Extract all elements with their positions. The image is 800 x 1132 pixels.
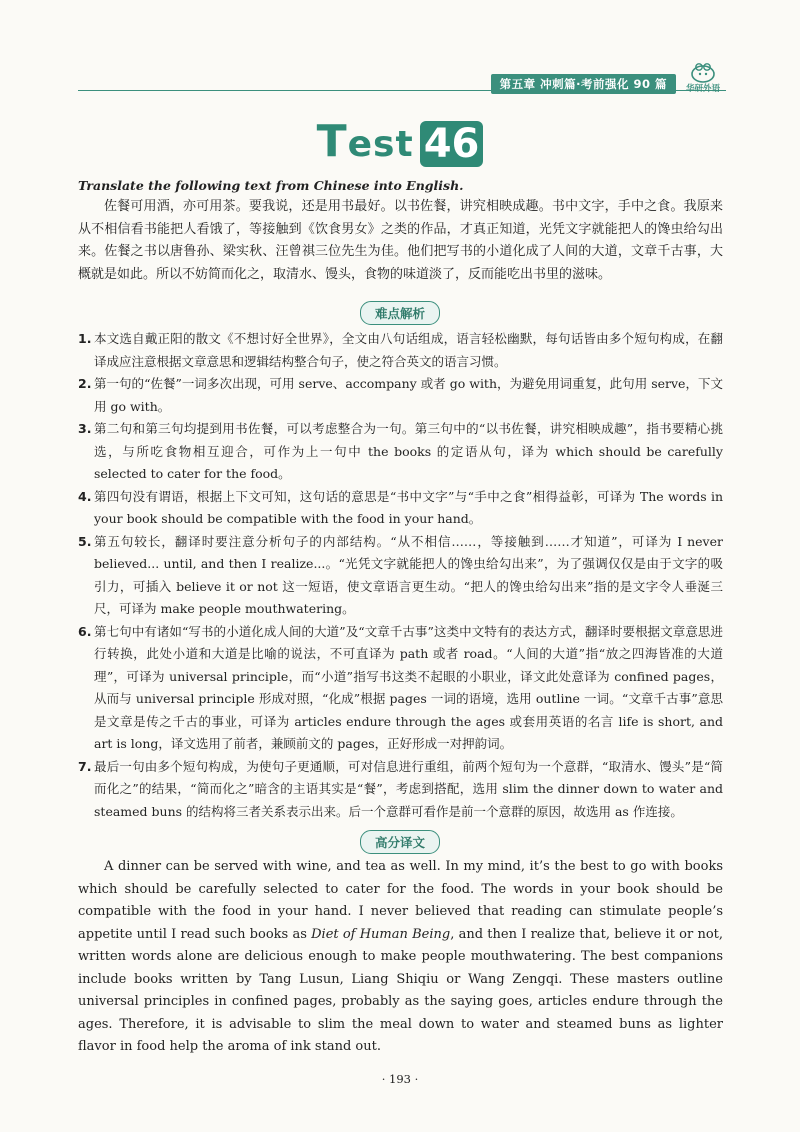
notes-section-label: 难点解析 xyxy=(0,301,800,325)
logo-icon xyxy=(688,60,718,84)
list-item: 2. 第一句的“佐餐”一词多次出现，可用 serve、accompany 或者 go with，为避免用词重复，此句用 serve，下文用 go with。 xyxy=(78,376,723,414)
instruction: Translate the following text from Chinese into English. xyxy=(78,178,464,193)
list-item: 5. 第五句较长，翻译时要注意分析句子的内部结构。“从不相信……，等接触到……才知道”，可译为 I never believed... until, and then I realize...。“光凭文字就能把人的馋虫给勾出来”，为了强调仅仅是由于文字的吸引力，可插入 believe it or not 这一短语，使文章语言更生动。“把人的馋虫给勾出来”指的是文字令人垂涎三尺，可译为 make people mouthwatering。 xyxy=(78,533,723,616)
test-title xyxy=(0,116,800,167)
translation-section-label: 高分译文 xyxy=(0,830,800,854)
logo-text: 华研外语 xyxy=(685,84,720,94)
publisher-logo xyxy=(680,60,726,96)
title-number: 46 xyxy=(420,121,484,167)
list-item: 3. 第二句和第三句均提到用书佐餐，可以考虑整合为一句。第三句中的“以书佐餐，讲究相映成趣”，指书要精心挑选，与所吃食物相互迎合，可作为上一句中 the books 的定语从句，译为 which should be carefully selected to cater for the food。 xyxy=(78,421,723,481)
page-header xyxy=(78,68,726,98)
list-item: 7. 最后一句由多个短句构成，为使句子更通顺，可对信息进行重组，前两个短句为一个意群，“取清水、馒头”是“简而化之”的结果，“简而化之”暗含的主语其实是“餐”，考虑到搭配，选用 slim the dinner down to water and steamed buns 的结构将三者关系表示出来。后一个意群可看作是前一个意群的原因，故选用 as 作连接。 xyxy=(78,758,723,819)
notes-list xyxy=(78,328,723,823)
list-item: 1. 本文选自戴正阳的散文《不想讨好全世界》，全文由八句话组成，语言轻松幽默，每句话皆由多个短句构成，在翻译成应注意根据文章意思和逻辑结构整合句子，使之符合英文的语言习惯。 xyxy=(78,331,723,369)
list-item: 6. 第七句中有诸如“写书的小道化成人间的大道”及“文章千古事”这类中文特有的表达方式，翻译时要根据文章意思进行转换，此处小道和大道是比喻的说法，不可直译为 path 或者 road。“人间的大道”指“放之四海皆准的大道理”，可译为 universal principle，而“小道”指写书这类不起眼的小职业，译文此处意译为 confined pages，从而与 universal principle 形成对照，“化成”根据 pages 一词的语境，选用 outline 一词。“文章千古事”意思是文章是传之千古的事业，可译为 articles endure through the ages 或套用英语的名言 life is short, and art is long，译文选用了前者，兼顾前文的 pages，正好形成一对押韵词。 xyxy=(78,623,723,751)
title-word: Test xyxy=(316,116,414,167)
model-translation: A dinner can be served with wine, and tea as well. In my mind, it’s the best to go with books which should be carefully selected to cater for the food. The words in your book should be compatible with the food in your hand. I never believed that reading can stimulate people’s appetite until I read such books as Diet of Human Being, and then I realize that, believe it or not, written words alone are delicious enough to make people mouthwatering. The best companions include books written by Tang Lusun, Liang Shiqiu or Wang Zengqi. These masters outline universal principles in confined pages, probably as the saying goes, articles endure through the ages. Therefore, it is advisable to slim the meal down to water and steamed buns as lighter flavor in food help the aroma of ink stand out. xyxy=(78,859,724,1054)
chapter-badge: 第五章 冲刺篇·考前强化 90 篇 xyxy=(491,74,676,94)
page-number: · 193 · xyxy=(381,1072,419,1086)
book-title: Diet of Human Being xyxy=(311,926,451,942)
source-text: 佐餐可用酒，亦可用茶。要我说，还是用书最好。以书佐餐，讲究相映成趣。书中文字，手中之食。我原来从不相信看书能把人看饿了，等接触到《饮食男女》之类的作品，才真正知道，光凭文字就能把人的馋虫给勾出来。佐餐之书以唐鲁孙、梁实秋、汪曾祺三位先生为佳。他们把写书的小道化成了人间的大道，文章千古事，大概就是如此。所以不妨简而化之，取清水、馒头，食物的味道淡了，反而能吃出书里的滋味。 xyxy=(78,199,723,282)
list-item: 4. 第四句没有谓语，根据上下文可知，这句话的意思是“书中文字”与“手中之食”相得益彰，可译为 The words in your book should be compatible with the food in your hand。 xyxy=(78,488,723,526)
